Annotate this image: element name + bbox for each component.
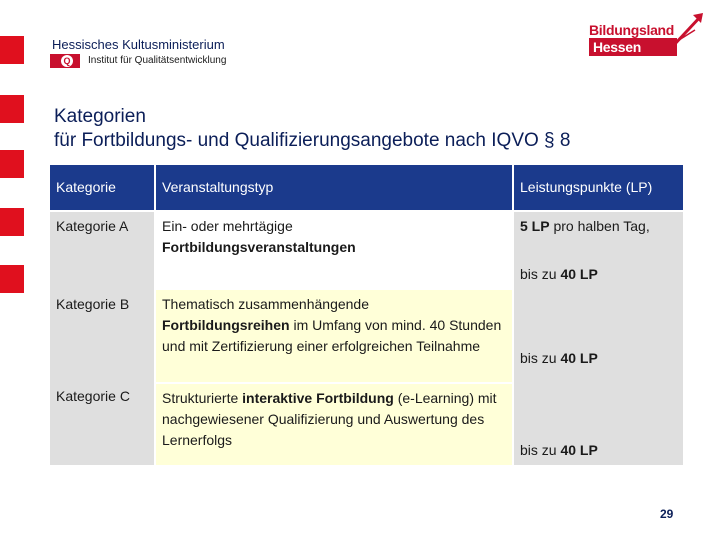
row-b-points-max (520, 348, 598, 369)
row-b-type-bold: Fortbildungsreihen (162, 317, 290, 333)
row-b-max-value: 40 LP (560, 350, 598, 366)
title-line2-main: für Fortbildungs- und Qualifizierungsangebote (54, 130, 440, 151)
page-title (54, 105, 570, 153)
brand-line1: Bildungsland (589, 22, 675, 38)
decor-red-square (0, 95, 24, 123)
bildungsland-hessen-logo (589, 10, 709, 62)
category-table (50, 165, 683, 465)
row-b-type-rest (162, 315, 504, 357)
row-c-points-max (520, 440, 598, 461)
row-a-points-rest: pro halben Tag, (549, 218, 650, 234)
points-column (514, 212, 683, 465)
row-a-points (520, 216, 650, 237)
table-row (156, 212, 512, 288)
institute-name: Institut für Qualitätsentwicklung (88, 55, 227, 66)
row-c-type-bold: interaktive Fortbildung (242, 390, 394, 406)
page-number: 29 (660, 507, 674, 521)
title-line2-rest: nach IQVO § 8 (439, 130, 571, 151)
category-b-label: Kategorie B (56, 296, 130, 312)
table-row (156, 384, 512, 465)
title-line1: Kategorien (54, 106, 146, 127)
title-line2 (54, 129, 570, 153)
row-c-type-pre: Strukturierte (162, 390, 243, 406)
row-b-type-line1: Thematisch zusammenhängende (162, 296, 370, 312)
iq-logo-mark: Q (61, 55, 73, 67)
swoosh-arrow-icon (671, 10, 707, 50)
row-b-max-prefix: bis zu (520, 350, 561, 366)
row-a-type-line2: Fortbildungsveranstaltungen (162, 239, 356, 255)
table-row (156, 290, 512, 382)
decor-red-square (0, 150, 24, 178)
table-header-points: Leistungspunkte (LP) (514, 165, 683, 210)
row-a-max-value: 40 LP (560, 266, 598, 282)
table-header-type: Veranstaltungstyp (156, 165, 512, 210)
row-c-max-prefix: bis zu (520, 442, 561, 458)
row-a-points-max (520, 264, 598, 285)
row-a-max-prefix: bis zu (520, 266, 561, 282)
row-b-type-text: im Umfang von mind. 40 Stunden und mit Zertifizierung einer erfolgreichen Teilnahme (162, 317, 502, 354)
iq-logo (50, 54, 80, 68)
ministry-name: Hessisches Kultusministerium (52, 37, 225, 52)
decor-red-square (0, 36, 24, 64)
row-c-max-value: 40 LP (560, 442, 598, 458)
decor-red-square (0, 208, 24, 236)
row-a-points-num: 5 LP (520, 218, 550, 234)
table-header-category: Kategorie (50, 165, 154, 210)
row-a-type-line1: Ein- oder mehrtägige (162, 218, 293, 234)
brand-line2: Hessen (589, 38, 677, 56)
category-c-label: Kategorie C (56, 388, 130, 404)
row-c-type-text: (e-Learning) mit nachgewiesener Qualifizierung und Auswertung des Lernerfolgs (162, 390, 497, 448)
decor-red-square (0, 265, 24, 293)
category-a-label: Kategorie A (56, 218, 129, 234)
category-column (50, 212, 154, 465)
